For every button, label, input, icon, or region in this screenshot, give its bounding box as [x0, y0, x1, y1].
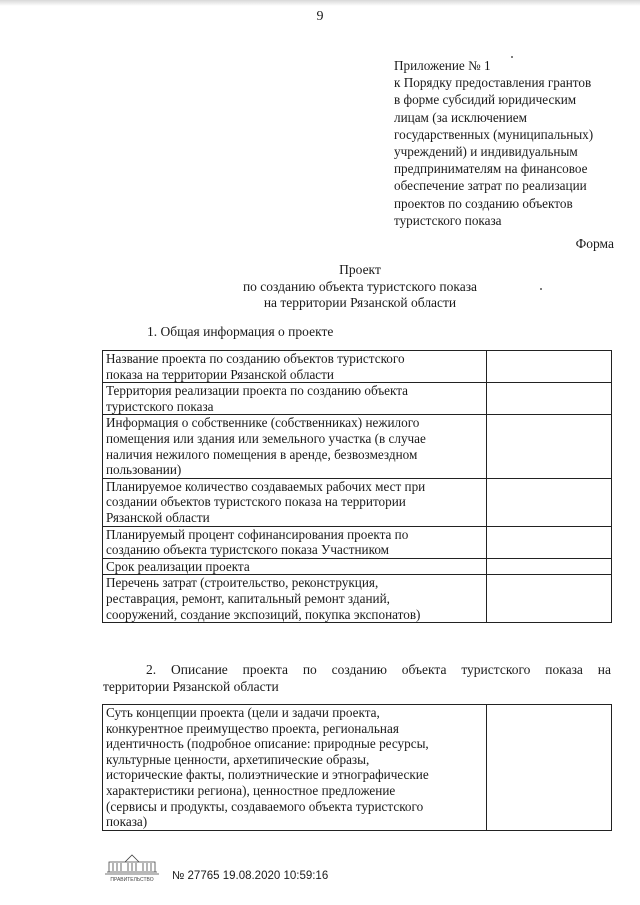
row-label-line: Рязанской области [106, 509, 210, 525]
row-value-cell[interactable] [487, 558, 612, 575]
row-label-line: культурные ценности, архетипические образы, [106, 751, 370, 767]
appendix-line: в форме субсидий юридическим [394, 92, 577, 108]
row-label-line: пользовании) [106, 462, 182, 478]
scan-speck [511, 56, 513, 58]
appendix-line: Приложение № 1 [394, 58, 491, 73]
row-label-line: создании объектов туристского показа на территории [106, 494, 406, 510]
row-label [103, 415, 487, 478]
table-row [103, 526, 612, 558]
row-label-line: туристского показа [106, 398, 214, 414]
row-value-cell[interactable] [487, 575, 612, 623]
row-label [103, 351, 487, 383]
registration-stamp: № 27765 19.08.2020 10:59:16 [172, 870, 329, 882]
row-label-line: (сервисы и продукты, создаваемого объекта туристского [106, 798, 424, 814]
row-label-line: наличия нежилого помещения в аренде, безвозмездном [106, 446, 418, 462]
table-row [103, 478, 612, 526]
table-row [103, 415, 612, 478]
appendix-block [394, 57, 624, 229]
row-label-line: реставрация, ремонт, капитальный ремонт зданий, [106, 590, 390, 606]
row-label-line: сооружений, создание экспозиций, покупка экспонатов) [106, 606, 421, 622]
section-2-heading-line: 2. Описание проекта по созданию объекта туристского показа на [146, 662, 611, 677]
seal-caption: ПРАВИТЕЛЬСТВО [110, 877, 154, 883]
row-label-line: Срок реализации проекта [106, 558, 250, 574]
government-building-seal-icon [103, 850, 161, 884]
row-label-line: Суть концепции проекта (цели и задачи проекта, [106, 705, 380, 720]
project-description-table [102, 704, 612, 831]
title-line: Проект [339, 262, 381, 277]
appendix-line: обеспечение затрат по реализации [394, 178, 587, 194]
row-label [103, 383, 487, 415]
row-label-line: конкурентное преимущество проекта, региональная [106, 720, 399, 736]
page-number: 9 [316, 9, 324, 24]
row-label [103, 478, 487, 526]
table-row [103, 351, 612, 383]
row-label-line: созданию объекта туристского показа Участником [106, 542, 390, 558]
general-info-table [102, 350, 612, 623]
section-2-heading-line: территории Рязанской области [103, 678, 279, 694]
row-label-line: помещения или здания или земельного участка (в случае [106, 430, 426, 446]
row-label-line: характеристики региона), ценностное предложение [106, 782, 396, 798]
title-line: на территории Рязанской области [263, 295, 457, 311]
row-label-line: Планируемый процент софинансирования проекта по [106, 526, 409, 542]
section-2-heading [103, 662, 611, 695]
row-value-cell[interactable] [487, 415, 612, 478]
section-1-heading: 1. Общая информация о проекте [147, 324, 334, 339]
row-label [103, 526, 487, 558]
appendix-line: учреждений) и индивидуальным [394, 144, 578, 160]
row-label-line: Планируемое количество создаваемых рабочих мест при [106, 478, 426, 494]
appendix-line: туристского показа [394, 212, 502, 228]
row-value-cell[interactable] [487, 478, 612, 526]
appendix-line: к Порядку предоставления грантов [394, 75, 592, 91]
row-label-line: показа) [106, 814, 148, 830]
row-value-cell[interactable] [487, 526, 612, 558]
form-label: Форма [575, 236, 614, 251]
row-value-cell[interactable] [487, 351, 612, 383]
scan-speck [540, 288, 542, 290]
appendix-line: лицам (за исключением [394, 109, 527, 125]
table-row [103, 575, 612, 623]
row-label-line: исторические факты, полиэтнические и этнографические [106, 767, 429, 783]
row-label-line: Территория реализации проекта по созданию объекта [106, 383, 409, 399]
appendix-line: предпринимателям на финансовое [394, 161, 588, 177]
row-value-cell[interactable] [487, 705, 612, 831]
table-row [103, 705, 612, 831]
row-label [103, 575, 487, 623]
scan-edge [0, 0, 640, 6]
row-value-cell[interactable] [487, 383, 612, 415]
table-row [103, 558, 612, 575]
row-label-line: Перечень затрат (строительство, реконструкция, [106, 575, 379, 591]
table-row [103, 383, 612, 415]
row-label-line: Информация о собственнике (собственниках) нежилого [106, 415, 420, 431]
row-label-line: идентичность (подробное описание: природные ресурсы, [106, 736, 429, 752]
appendix-line: проектов по созданию объектов [394, 195, 573, 211]
row-label-line: показа на территории Рязанской области [106, 366, 334, 382]
row-label-line: Название проекта по созданию объектов туристского [106, 351, 405, 366]
document-title [170, 262, 550, 312]
title-line: по созданию объекта туристского показа [242, 278, 478, 294]
row-label [103, 558, 487, 575]
row-label [103, 705, 487, 831]
appendix-line: государственных (муниципальных) [394, 126, 594, 142]
